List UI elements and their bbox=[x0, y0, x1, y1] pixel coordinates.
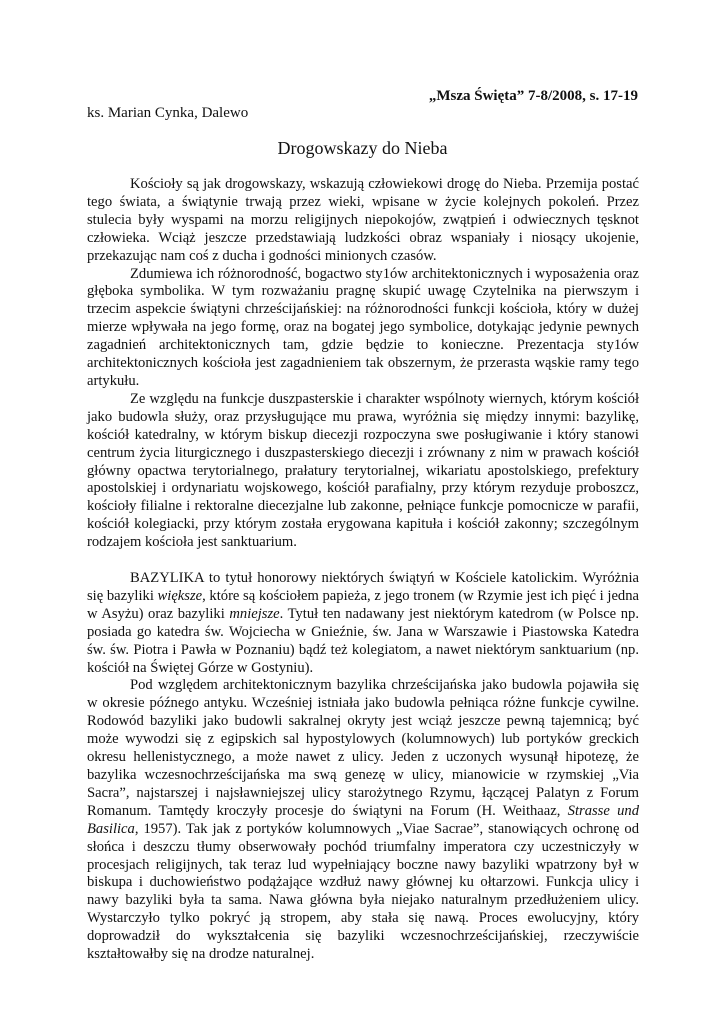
paragraph-4-emphasis-2: mniejsze bbox=[229, 605, 280, 622]
paragraph-1: Kościoły są jak drogowskazy, wskazują człowiekowi drogę do Nieba. Przemija postać tego świata, a świątynie trwają przez wieki, wpisane w życie kolejnych pokoleń. Przez stulecia były wyspami na morzu religijnych niepokojów, zwątpień i odwiecznych tęsknot człowieka. Wciąż jeszcze przedstawiają ludzkości obraz wspaniały i niosący ukojenie, przekazując nam coś z ducha i godności minionych czasów. bbox=[87, 176, 639, 264]
paragraph-3: Ze względu na funkcje duszpasterskie i charakter wspólnoty wiernych, którym kościół jako budowla służy, oraz przysługujące mu prawa, wyróżnia się między innymi: bazylikę, kościół katedralny, w którym biskup diecezji rozpoczyna swe posługiwanie i który stanowi centrum życia liturgicznego i duszpasterskiego diecezji i zrównany z nim w prawach kościół główny opactwa terytorialnego, prałatury terytorialnej, wikariatu apostolskiego, prefektury apostolskiej i ordynariatu wojskowego, kościół parafialny, przy którym rezyduje proboszcz, kościoły filialne i rektoralne diecezjalne lub zakonne, pełniące funkcje pomocnicze w parafii, kościół kolegiacki, przy którym została erygowana kapituła i kościół zakonny; szczególnym rodzajem kościoła jest sanktuarium. bbox=[87, 390, 639, 551]
paragraph-5 bbox=[87, 677, 639, 964]
author-line: ks. Marian Cynka, Dalewo bbox=[87, 105, 249, 121]
paragraph-4 bbox=[87, 570, 639, 677]
paragraph-5-text-a: Pod względem architektonicznym bazylika chrześcijańska jako budowla pojawiła się w okresie późnego antyku. Wcześniej istniała jako budowla pełniąca różne funkcje cywilne. Rodowód bazyliki jako budowli sakralnej okryty jest wciąż jeszcze pewną tajemnicą; być może wywodzi się z egipskich sal hypostylowych (kolumnowych) lub portyków greckich okresu hellenistycznego, a może nawet z ulicy. Jeden z uczonych wysunął hipotezę, że bazylika wczesnochrześcijańska ma swą genezę w ulicy, mianowicie w rzymskiej „Via Sacra”, najstarszej i najsławniejszej ulicy starożytnego Rzymu, łączącej Palatyn z Forum Romanum. Tamtędy kroczyły procesje do świątyni na Forum (H. Weithaaz, bbox=[87, 677, 639, 819]
paragraph-5-text-b: , 1957). Tak jak z portyków kolumnowych „Viae Sacrae”, stanowiących ochronę od słońca i deszczu tłumy obserwowały pochód triumfalny imperatora czy uczestniczyły w procesjach religijnych, tak teraz lud wypełniający boczne nawy bazyliki wpatrzony był w biskupa i duchowieństwo podążające wzdłuż nawy głównej ku ołtarzowi. Funkcja ulicy i nawy bazyliki była ta sama. Nawa główna była niejako naturalnym przedłużeniem ulicy. Wystarczyło tylko pokryć ją stropem, aby stała się nawą. Proces ewolucyjny, który doprowadził do wykształcenia się bazyliki wczesnochrześcijańskiej, rzeczywiście kształtowałby się na drodze naturalnej. bbox=[87, 820, 639, 963]
paragraph-4-emphasis-1: większe bbox=[157, 587, 203, 604]
article-body bbox=[87, 176, 639, 964]
paragraph-2: Zdumiewa ich różnorodność, bogactwo sty1ów architektonicznych i wyposażenia oraz głęboka symbolika. W tym rozważaniu pragnę skupić uwagę Czytelnika na pierwszym i trzecim aspekcie świątyni chrześcijańskiej: na różnorodności funkcji kościoła, który w dużej mierze wpływała na jego formę, oraz na bogatej jego symbolice, dotykając jedynie pewnych zagadnień architektonicznych tam, gdzie będzie to konieczne. Prezentacja sty1ów architektonicznych kościoła jest zagadnieniem tak obszernym, że przerasta wąskie ramy tego artykułu. bbox=[87, 265, 639, 389]
source-citation: „Msza Święta” 7-8/2008, s. 17-19 bbox=[428, 88, 638, 104]
paragraph-4-text-c: . Tytuł ten nadawany jest niektórym katedrom (w Polsce np. posiada go katedra św. Wojciecha w Gnieźnie, św. Jana w Warszawie i Piastowska Katedra św. św. Piotra i Pawła w Poznaniu) bądź też kolegiatom, a nawet niektórym sanktuarium (np. kościół na Świętej Górze w Gostyniu). bbox=[87, 605, 639, 676]
paragraph-4-text-a: BAZYLIKA to tytuł honorowy niektórych świątyń w Kościele katolickim. Wyróżnia się bazyliki bbox=[87, 570, 639, 604]
paragraph-5-emphasis: Strasse und Basilica bbox=[87, 802, 640, 837]
article-title: Drogowskazy do Nieba bbox=[277, 138, 448, 158]
paragraph-4-text-b: , które są kościołem papieża, z jego tronem (w Rzymie jest ich pięć i jedna w Asyżu) oraz bazyliki bbox=[87, 587, 639, 622]
